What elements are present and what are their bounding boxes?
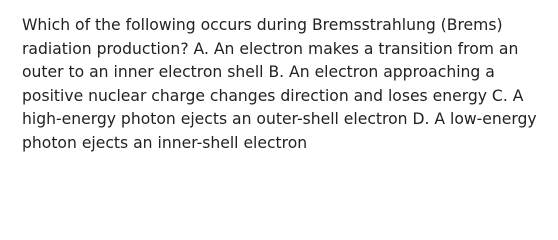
question-text: Which of the following occurs during Bremsstrahlung (Brems) radiation production? A. An electron makes a transition from an outer to an inner electron shell B. An electron approaching a positive nuclear charge changes direction and loses energy C. A high-energy photon ejects an outer-shell electron D. A low-energy photon ejects an inner-shell electron — [22, 16, 537, 152]
